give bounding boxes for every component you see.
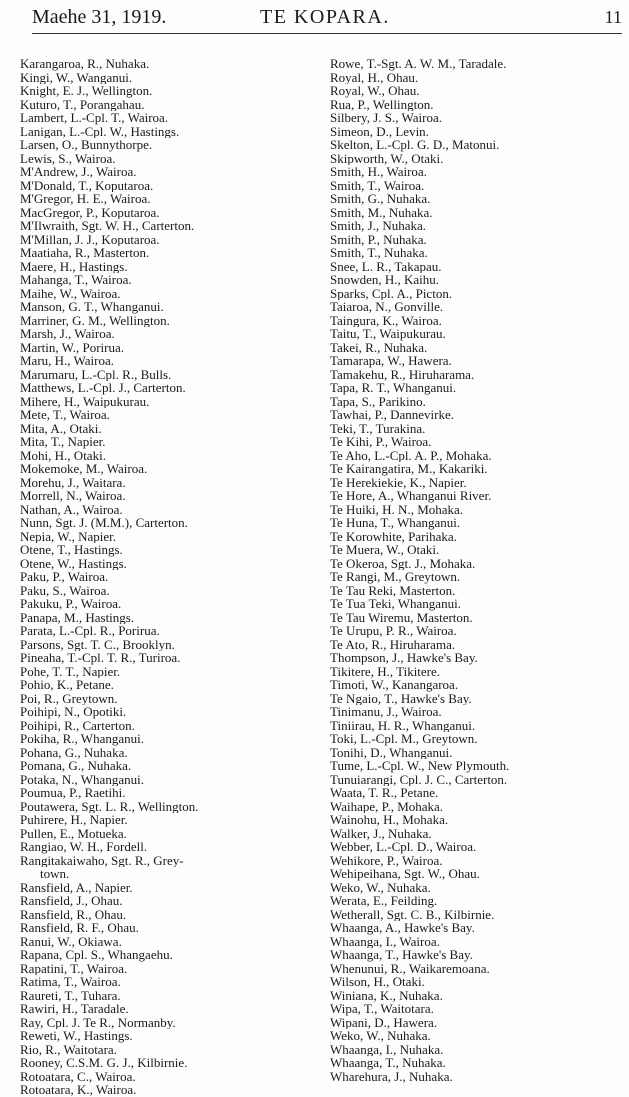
name-entry: Weko, W., Nuhaka. <box>330 1029 431 1043</box>
name-entry: Mahanga, T., Wairoa. <box>20 273 132 287</box>
name-entry: Te Aho, L.-Cpl. A. P., Mohaka. <box>330 448 492 462</box>
name-entry: Smith, P., Nuhaka. <box>330 232 427 246</box>
name-entry: M'Gregor, H. E., Wairoa. <box>20 192 151 206</box>
name-entry: Reweti, W., Hastings. <box>20 1029 133 1043</box>
name-entry: Tume, L.-Cpl. W., New Plymouth. <box>330 759 510 773</box>
name-entry: Tunuiarangi, Cpl. J. C., Carterton. <box>330 772 508 786</box>
name-entry: Simeon, D., Levin. <box>330 124 429 138</box>
name-entry: Ransfield, A., Napier. <box>20 880 133 894</box>
name-entry: Rowe, T.-Sgt. A. W. M., Taradale. <box>330 57 507 71</box>
name-entry: Smith, H., Wairoa. <box>330 165 427 179</box>
name-entry: Tinimanu, J., Wairoa. <box>330 705 442 719</box>
name-entry: Parata, L.-Cpl. R., Porirua. <box>20 624 160 638</box>
name-entry: Rawiri, H., Taradale. <box>20 1002 129 1016</box>
name-entry: Kingi, W., Wanganui. <box>20 70 133 84</box>
name-entry: Taiaroa, N., Gonville. <box>330 300 444 314</box>
name-entry: Manson, G. T., Whanganui. <box>20 300 164 314</box>
name-entry: Waihape, P., Mohaka. <box>330 799 444 813</box>
name-entry: Mohi, H., Otaki. <box>20 448 106 462</box>
name-entry: Waata, T. R., Petane. <box>330 786 439 800</box>
name-entry: Mita, A., Otaki. <box>20 421 102 435</box>
name-entry: Snowden, H., Kaihu. <box>330 273 440 287</box>
name-entry: Maatiaha, R., Masterton. <box>20 246 150 260</box>
name-entry: Webber, L.-Cpl. D., Wairoa. <box>330 840 477 854</box>
name-entry: Toki, L.-Cpl. M., Greytown. <box>330 732 478 746</box>
name-entry: Rangitakaiwaho, Sgt. R., Grey- <box>20 853 184 867</box>
name-entry: Poumua, P., Raetihi. <box>20 786 126 800</box>
publication-title: TE KOPARA. <box>260 6 390 28</box>
name-entry: Sparks, Cpl. A., Picton. <box>330 286 453 300</box>
name-entry: Te Rangi, M., Greytown. <box>330 570 461 584</box>
name-entry: Te Tau Reki, Masterton. <box>330 583 456 597</box>
name-entry: Tapa, R. T., Whanganui. <box>330 381 457 395</box>
name-entry: Poihipi, N., Opotiki. <box>20 705 127 719</box>
name-entry: Whaanga, A., Hawke's Bay. <box>330 921 475 935</box>
name-entry: Te Okeroa, Sgt. J., Mohaka. <box>330 556 476 570</box>
name-entry: Te Tau Wiremu, Masterton. <box>330 610 473 624</box>
name-entry: MacGregor, P., Koputaroa. <box>20 205 160 219</box>
name-entry: Potaka, N., Whanganui. <box>20 772 144 786</box>
name-entry: Rotoatara, K., Wairoa. <box>20 1083 137 1097</box>
name-entry: Nunn, Sgt. J. (M.M.), Carterton. <box>20 516 188 530</box>
name-entry: Te Kairangatira, M., Kakariki. <box>330 462 488 476</box>
name-entry: Marriner, G. M., Wellington. <box>20 313 170 327</box>
name-entry: Tapa, S., Parikino. <box>330 394 426 408</box>
name-entry: Whaanga, I., Wairoa. <box>330 934 440 948</box>
name-entry: Panapa, M., Hastings. <box>20 610 135 624</box>
name-entry: Te Herekiekie, K., Napier. <box>330 475 467 489</box>
name-entry: Te Urupu, P. R., Wairoa. <box>330 624 457 638</box>
name-entry: Te Huiki, H. N., Mohaka. <box>330 502 464 516</box>
name-entry: Morehu, J., Waitara. <box>20 475 126 489</box>
name-entry: Te Kihi, P., Wairoa. <box>330 435 432 449</box>
name-entry: Whenunui, R., Waikaremoana. <box>330 961 490 975</box>
name-entry: Te Huna, T., Whanganui. <box>330 516 461 530</box>
name-entry: Mete, T., Wairoa. <box>20 408 110 422</box>
name-entry: Pohio, K., Petane. <box>20 678 114 692</box>
name-entry: Wehikore, P., Wairoa. <box>330 853 443 867</box>
names-column-left <box>20 57 320 1097</box>
name-entry: M'Donald, T., Koputaroa. <box>20 178 154 192</box>
name-entry: Nathan, A., Wairoa. <box>20 502 123 516</box>
name-entry: Royal, W., Ohau. <box>330 84 420 98</box>
name-entry: Whaanga, I., Nuhaka. <box>330 1042 444 1056</box>
name-entry: Maru, H., Wairoa. <box>20 354 115 368</box>
name-entry: Morrell, N., Wairoa. <box>20 489 126 503</box>
name-entry: Tonihi, D., Whanganui. <box>330 745 453 759</box>
name-entry: Smith, J., Nuhaka. <box>330 219 427 233</box>
name-entry: Wipa, T., Waitotara. <box>330 1002 434 1016</box>
name-entry: Teki, T., Turakina. <box>330 421 426 435</box>
name-entry: Maere, H., Hastings. <box>20 259 128 273</box>
name-entry: Maihe, W., Wairoa. <box>20 286 121 300</box>
name-entry: Mihere, H., Waipukurau. <box>20 394 150 408</box>
name-entry: Matthews, L.-Cpl. J., Carterton. <box>20 381 186 395</box>
name-entry: Ransfield, R., Ohau. <box>20 907 127 921</box>
name-entry: Lanigan, L.-Cpl. W., Hastings. <box>20 124 180 138</box>
name-entry: Taitu, T., Waipukurau. <box>330 327 446 341</box>
name-entry: Rua, P., Wellington. <box>330 97 434 111</box>
name-entry: Wainohu, H., Mohaka. <box>330 813 449 827</box>
name-entry: Rio, R., Waitotara. <box>20 1042 117 1056</box>
name-entry: Otene, T., Hastings. <box>20 543 123 557</box>
name-entry: Pohana, G., Nuhaka. <box>20 745 128 759</box>
name-entry: Tawhai, P., Dannevirke. <box>330 408 455 422</box>
name-entry: Smith, G., Nuhaka. <box>330 192 431 206</box>
name-entry: Ranui, W., Okiawa. <box>20 934 122 948</box>
name-entry: Walker, J., Nuhaka. <box>330 826 432 840</box>
name-entry: Ratima, T., Wairoa. <box>20 975 121 989</box>
name-entry: Wilson, H., Otaki. <box>330 975 425 989</box>
name-entry: Pokiha, R., Whanganui. <box>20 732 144 746</box>
name-entry: Skipworth, W., Otaki. <box>330 151 444 165</box>
name-entry: Nepia, W., Napier. <box>20 529 117 543</box>
name-entry: Ransfield, R. F., Ohau. <box>20 921 139 935</box>
name-entry: Marumaru, L.-Cpl. R., Bulls. <box>20 367 172 381</box>
name-entry: Snee, L. R., Takapau. <box>330 259 442 273</box>
name-entry: Winiana, K., Nuhaka. <box>330 988 443 1002</box>
name-entry: Ransfield, J., Ohau. <box>20 894 123 908</box>
name-entry: Smith, T., Nuhaka. <box>330 246 428 260</box>
name-entry: Takei, R., Nuhaka. <box>330 340 428 354</box>
name-entry: Mita, T., Napier. <box>20 435 106 449</box>
name-entry: Silbery, J. S., Wairoa. <box>330 111 442 125</box>
name-entry: Poi, R., Greytown. <box>20 691 118 705</box>
name-entry: M'Ilwraith, Sgt. W. H., Carterton. <box>20 219 195 233</box>
name-entry: Pohe, T. T., Napier. <box>20 664 121 678</box>
name-entry: Whaanga, T., Nuhaka. <box>330 1056 446 1070</box>
name-entry: Rotoatara, C., Wairoa. <box>20 1069 136 1083</box>
name-entry: Pakuku, P., Wairoa. <box>20 597 122 611</box>
issue-date: Maehe 31, 1919. <box>32 6 167 28</box>
name-entry: Kuturo, T., Porangahau. <box>20 97 145 111</box>
name-entry: Lambert, L.-Cpl. T., Wairoa. <box>20 111 169 125</box>
name-entry: Puhirere, H., Napier. <box>20 813 128 827</box>
name-entry: Tikitere, H., Tikitere. <box>330 664 441 678</box>
header-rule <box>32 33 622 34</box>
name-entry: Rapatini, T., Wairoa. <box>20 961 128 975</box>
name-entry: Pineaha, T.-Cpl. T. R., Turiroa. <box>20 651 181 665</box>
name-entry: Paku, S., Wairoa. <box>20 583 110 597</box>
name-entry: Whaanga, T., Hawke's Bay. <box>330 948 473 962</box>
name-entry: Otene, W., Hastings. <box>20 556 127 570</box>
name-entry: Thompson, J., Hawke's Bay. <box>330 651 478 665</box>
name-entry: Paku, P., Wairoa. <box>20 570 109 584</box>
name-entry: Wipani, D., Hawera. <box>330 1015 438 1029</box>
name-entry: Weko, W., Nuhaka. <box>330 880 431 894</box>
name-entry: Tamakehu, R., Hiruharama. <box>330 367 475 381</box>
name-entry: Werata, E., Feilding. <box>330 894 438 908</box>
name-entry: Pullen, E., Motueka. <box>20 826 127 840</box>
name-entry: Smith, M., Nuhaka. <box>330 205 433 219</box>
name-entry: Te Hore, A., Whanganui River. <box>330 489 492 503</box>
name-entry: Timoti, W., Kanangaroa. <box>330 678 459 692</box>
name-entry: Karangaroa, R., Nuhaka. <box>20 57 150 71</box>
name-entry: Te Korowhite, Parihaka. <box>330 529 457 543</box>
name-entry: M'Millan, J. J., Koputaroa. <box>20 232 160 246</box>
name-entry: Taingura, K., Wairoa. <box>330 313 442 327</box>
name-entry: Te Ngaio, T., Hawke's Bay. <box>330 691 472 705</box>
name-entry: Rangiao, W. H., Fordell. <box>20 840 148 854</box>
name-entry: M'Andrew, J., Wairoa. <box>20 165 137 179</box>
name-entry: Marsh, J., Wairoa. <box>20 327 115 341</box>
name-entry: Wehipeihana, Sgt. W., Ohau. <box>330 867 480 881</box>
name-entry: Tamarapa, W., Hawera. <box>330 354 452 368</box>
name-entry: Smith, T., Wairoa. <box>330 178 425 192</box>
name-entry: town. <box>40 867 70 881</box>
name-entry: Pomana, G., Nuhaka. <box>20 759 132 773</box>
name-entry: Martin, W., Porirua. <box>20 340 124 354</box>
name-entry: Skelton, L.-Cpl. G. D., Matonui. <box>330 138 500 152</box>
name-entry: Royal, H., Ohau. <box>330 70 419 84</box>
name-entry: Te Tua Teki, Whanganui. <box>330 597 461 611</box>
name-entry: Tiniirau, H. R., Whanganui. <box>330 718 476 732</box>
name-entry: Te Ato, R., Hiruharama. <box>330 637 456 651</box>
name-entry: Poutawera, Sgt. L. R., Wellington. <box>20 799 199 813</box>
name-entry: Rapana, Cpl. S., Whangaehu. <box>20 948 173 962</box>
name-entry: Mokemoke, M., Wairoa. <box>20 462 148 476</box>
name-entry: Ray, Cpl. J. Te R., Normanby. <box>20 1015 176 1029</box>
name-entry: Parsons, Sgt. T. C., Brooklyn. <box>20 637 175 651</box>
name-entry: Wetherall, Sgt. C. B., Kilbirnie. <box>330 907 495 921</box>
page-number: 11 <box>604 7 622 27</box>
page-header <box>32 2 622 32</box>
names-column-right <box>330 57 620 1083</box>
name-entry: Lewis, S., Wairoa. <box>20 151 116 165</box>
name-entry: Wharehura, J., Nuhaka. <box>330 1069 453 1083</box>
name-entry: Knight, E. J., Wellington. <box>20 84 153 98</box>
name-entry: Rooney, C.S.M. G. J., Kilbirnie. <box>20 1056 188 1070</box>
name-entry: Larsen, O., Bunnythorpe. <box>20 138 153 152</box>
name-entry: Raureti, T., Tuhara. <box>20 988 121 1002</box>
name-entry: Poihipi, R., Carterton. <box>20 718 135 732</box>
name-entry: Te Muera, W., Otaki. <box>330 543 440 557</box>
